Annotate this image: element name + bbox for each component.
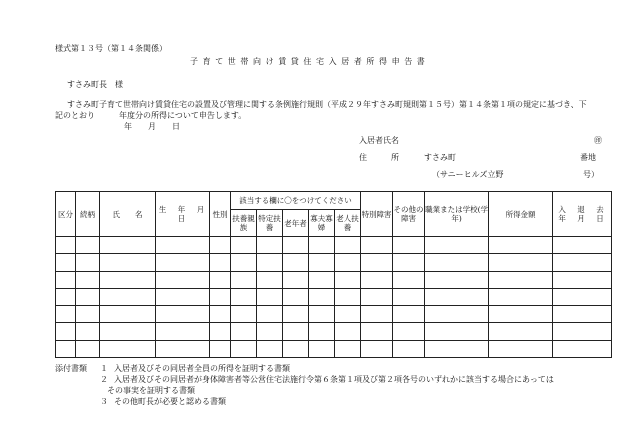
header-other-disability: その他の障害 <box>393 192 425 237</box>
date-line: 年 月 日 <box>124 122 180 131</box>
table-row <box>56 254 612 271</box>
header-income: 所得金額 <box>489 192 553 237</box>
header-sex: 性別 <box>210 192 231 237</box>
addressee: すさみ町長 様 <box>67 80 123 89</box>
table-row <box>56 306 612 323</box>
table-row <box>56 340 612 357</box>
attachment-2-cont: その事実を証明する書類 <box>107 386 195 395</box>
attachment-1-text: 入居者及びその同居者全員の所得を証明する書類 <box>114 364 290 373</box>
table-row <box>56 271 612 288</box>
attachments-label: 添付書類 <box>55 364 87 373</box>
header-widow: 寡夫寡婦 <box>309 210 335 237</box>
household-income-table <box>55 191 616 358</box>
table-row <box>56 288 612 305</box>
attachment-3-num: ３ <box>100 397 108 406</box>
declaration-line-1: すさみ町子育て世帯向け賃貸住宅の設置及び管理に関する条例施行規則（平成２９年すさみ町規則第１５号）第１４条第１項の規定に基づき、下 <box>67 100 587 109</box>
table-row <box>56 323 612 340</box>
header-move-date: 入 退 去 年 月 日 <box>553 192 612 237</box>
attachment-3-text: その他町長が必要と認める書類 <box>114 397 226 406</box>
address-banchi: 番地 <box>580 153 596 162</box>
form-number: 様式第１３号（第１４条関係） <box>55 44 167 53</box>
attachment-1-num: １ <box>100 364 108 373</box>
header-occupation: 職業または学校(学年) <box>425 192 489 237</box>
declaration-line-2: 記のとおり 年度分の所得について申告します。 <box>55 111 247 120</box>
address-building: （サニーヒルズ立野 <box>432 170 504 179</box>
header-special-disability: 特別障害 <box>361 192 393 237</box>
header-elderly: 老年者 <box>283 210 309 237</box>
header-elderly-dependent: 老人扶養 <box>335 210 361 237</box>
seal-mark: ㊞ <box>594 136 602 145</box>
address-town: すさみ町 <box>424 153 456 162</box>
header-zokugara: 続柄 <box>76 192 100 237</box>
header-specific-dependent: 特定扶養 <box>257 210 283 237</box>
page-title: 子育て世帯向け賃貸住宅入居者所得申告書 <box>190 57 430 66</box>
header-birthdate: 生 年 月 日 <box>156 192 210 237</box>
attachment-2-num: ２ <box>100 375 108 384</box>
header-applicable: 該当する欄に〇をつけてください <box>231 192 361 210</box>
table-row <box>56 237 612 254</box>
header-dependent: 扶養親族 <box>231 210 257 237</box>
attachment-2-text: 入居者及びその同居者が身体障害者等公営住宅法施行令第６条第１項及び第２項各号のいずれかに該当する場合にあっては <box>114 375 554 384</box>
header-name: 氏 名 <box>100 192 156 237</box>
applicant-name-label: 入居者氏名 <box>359 136 399 145</box>
address-room: 号） <box>583 170 599 179</box>
address-label: 住 所 <box>359 153 399 162</box>
header-kubun: 区分 <box>56 192 76 237</box>
